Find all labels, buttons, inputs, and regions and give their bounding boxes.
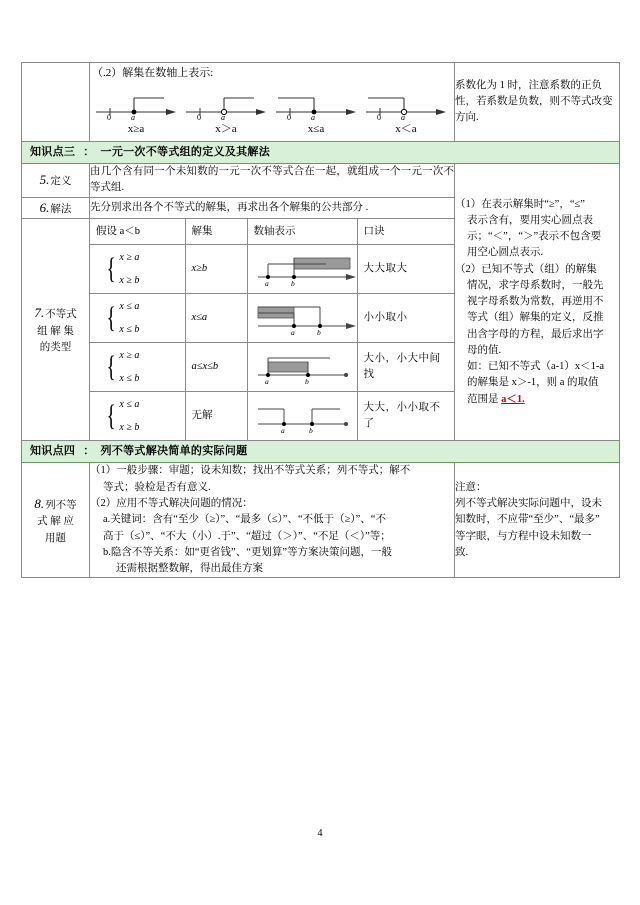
empty-label-cell: [22, 63, 90, 142]
system-line: x ≥ a: [119, 252, 140, 264]
type-row-ge-le: [90, 343, 455, 392]
numberline-x-lt-a: [364, 88, 448, 123]
svg-text:a: a: [290, 328, 295, 338]
row-label-applied: [22, 463, 90, 578]
section-header-3: [22, 142, 620, 164]
knowledge-summary-table: [21, 62, 620, 578]
applied-line: 等式；验检是否有意义.: [103, 481, 211, 493]
svg-text:a: a: [264, 279, 269, 289]
row-number: 8.: [34, 496, 45, 512]
mnemonic-cell: 小小取小: [357, 294, 455, 343]
solution-cell: x≥b: [185, 245, 247, 294]
header-numberline: 数轴表示: [247, 219, 357, 245]
numberline-x-ge-a: [94, 88, 178, 123]
brace-glyph: {: [106, 399, 116, 433]
system-line: x ≥ b: [119, 421, 140, 433]
numberline-block: [90, 63, 455, 142]
table-row-applied: [22, 463, 620, 578]
brace-glyph: {: [106, 301, 116, 335]
note-line: 的解集是 x＞-1，则 a 的取值: [467, 377, 599, 389]
solution-types-table: [90, 219, 455, 441]
section-3-title: 知识点三: [30, 146, 76, 159]
diagram-cell-le-le: [247, 294, 357, 343]
note-line: 等字眼，与方程中设未知数一: [455, 530, 592, 542]
note-title: 注意：: [455, 481, 487, 493]
row-label-line: 不等式: [45, 309, 77, 321]
svg-text:a: a: [131, 113, 135, 123]
row-label-text: 解法: [50, 203, 72, 215]
note-line: 视字母系数为常数，再逆用不: [467, 296, 604, 308]
diagram-cell-le-ge: [247, 392, 357, 441]
note-line: 等式（组）解集的定义，反推: [467, 312, 604, 324]
system-cell: [90, 294, 185, 343]
row-label-line: 列不等: [45, 500, 77, 512]
mnemonic-cell: 大大取大: [357, 245, 455, 294]
definition-content: 由几个含有同一个未知数的一元一次不等式合在一起，就组成一个一元一次不等式组.: [90, 164, 455, 198]
numberline-captions: [90, 120, 454, 141]
numberline-caption: x＜a: [395, 123, 417, 136]
svg-text:a: a: [311, 113, 315, 123]
system-line: x ≤ b: [119, 323, 140, 335]
section-3-colon: ：: [83, 146, 95, 159]
diagram-cell-ge-le: [247, 343, 357, 392]
row-label-definition: [22, 164, 90, 198]
note-line: 情况，求字母系数时，一般先: [467, 279, 604, 291]
type-row-le-le: [90, 294, 455, 343]
types-subtable-cell: [90, 218, 455, 441]
note-line: 母的值.: [467, 344, 502, 356]
applied-line: a.关键词：含有“至少（≥）”、“最多（≤）”、“不低于（≥）”、“不: [103, 514, 386, 526]
type-row-le-ge: [90, 392, 455, 441]
row-number: 6.: [39, 199, 50, 215]
system-cell: [90, 392, 185, 441]
system-line: x ≥ a: [119, 350, 140, 362]
svg-text:b: b: [308, 426, 313, 436]
applied-line: 高于（≤）”、“不大（小）.于”、“超过（＞）”、“不足（＜）”等；: [103, 530, 391, 542]
svg-text:a: a: [264, 377, 269, 387]
note-line: 如：已知不等式（a-1）x＜1-a: [467, 361, 605, 373]
note-line: 范围是: [467, 393, 502, 405]
note-line: 表示含有，要用实心圆点表: [467, 214, 593, 226]
brace-glyph: {: [106, 252, 116, 286]
row-label-text: 定义: [50, 176, 72, 188]
system-cell: [90, 343, 185, 392]
section-header-3-cell: [22, 142, 620, 164]
numberline-caption: x＞a: [215, 123, 237, 136]
note-line: 用空心圆点表示.: [467, 247, 544, 259]
svg-text:a: a: [401, 113, 405, 123]
note-line: 示；“＜”，“＞”表示不包含要: [467, 231, 602, 243]
numberline-x-gt-a: [184, 88, 268, 123]
note-line: （1）在表示解集时“≥”，“≤”: [455, 198, 585, 210]
header-assume: 假设 a＜b: [90, 219, 185, 245]
brace-glyph: {: [106, 350, 116, 384]
mnemonic-cell: 大大，小小取不了: [363, 402, 441, 430]
header-solution: 解集: [185, 219, 247, 245]
system-cell: [90, 245, 185, 294]
numberline-row: [90, 86, 454, 123]
note-line: 知数时，不应带“至少”、“最多”: [455, 514, 600, 526]
right-note-block-1: [455, 164, 620, 441]
page-number: 4: [317, 828, 323, 839]
system-line: x ≤ a: [119, 399, 140, 411]
svg-text:b: b: [316, 328, 321, 338]
section-header-4-cell: [22, 441, 620, 463]
note-text: 系数化为 1 时，注意系数的正负性，若系数是负数，则不等式改变方向.: [455, 79, 613, 124]
type-row-ge-ge: [90, 245, 455, 294]
table-row-numberline: [22, 63, 620, 142]
numberline-note: [455, 63, 620, 142]
diagram-cell-ge-ge: [247, 245, 357, 294]
section-4-colon: ：: [83, 445, 95, 458]
system-line: x ≥ b: [119, 274, 140, 286]
note-line: 致.: [455, 546, 469, 558]
row-label-method: [22, 197, 90, 218]
section-header-4: [22, 441, 620, 463]
applied-note: [455, 463, 620, 578]
svg-text:a: a: [221, 113, 225, 123]
svg-text:0: 0: [287, 113, 291, 123]
subtable-header-row: [90, 219, 455, 245]
note-line: 列不等式解决实际问题中，设未: [455, 498, 602, 510]
note-line: 出含字母的方程，最后求出字: [467, 328, 604, 340]
svg-text:0: 0: [377, 113, 381, 123]
solution-cell: 无解: [185, 392, 247, 441]
row-label-line: 的类型: [39, 341, 72, 353]
method-content: 先分别求出各个不等式的解集，再求出各个解集的公共部分 .: [90, 197, 455, 218]
applied-line: （2）应用不等式解决问题的情况：: [90, 498, 253, 510]
row-number: 5.: [39, 172, 50, 188]
solution-cell: x≤a: [185, 294, 247, 343]
table-row-definition: [22, 164, 620, 198]
svg-text:b: b: [304, 377, 309, 387]
section-4-text: 列不等式解决简单的实际问题: [100, 445, 248, 458]
row-label-line: 式 解 应: [37, 516, 74, 528]
numberline-caption: x≤a: [307, 123, 325, 136]
header-mnemonic: 口诀: [357, 219, 455, 245]
svg-text:b: b: [290, 279, 295, 289]
applied-line: 还需根据整数解，得出最佳方案: [116, 563, 263, 575]
section-3-text: 一元一次不等式组的定义及其解法: [100, 146, 271, 159]
section-4-title: 知识点四: [30, 445, 76, 458]
row-label-line: 用题: [45, 532, 66, 544]
applied-line: b.隐含不等关系：如“更省钱”、“更划算”等方案决策问题，一般: [103, 546, 393, 558]
svg-text:0: 0: [197, 113, 201, 123]
numberline-heading: （.2）解集在数轴上表示:: [92, 67, 214, 79]
solution-cell: a≤x≤b: [185, 343, 247, 392]
svg-text:a: a: [280, 426, 285, 436]
svg-text:0: 0: [107, 113, 111, 123]
numberline-x-le-a: [274, 88, 358, 123]
system-line: x ≤ a: [119, 301, 140, 313]
row-label-types: [22, 218, 90, 441]
mnemonic-cell: 大小，小大中间找: [357, 343, 455, 392]
row-label-line: 组 解 集: [37, 325, 74, 337]
answer-highlight: a＜1.: [501, 393, 525, 405]
numberline-caption: x≥a: [127, 123, 145, 136]
applied-content: [90, 463, 455, 578]
system-line: x ≤ b: [119, 372, 140, 384]
applied-line: （1）一般步骤：审题；设未知数；找出不等式关系；列不等式；解不: [90, 465, 411, 477]
note-line: （2）已知不等式（组）的解集: [455, 263, 597, 275]
row-number: 7.: [34, 305, 45, 321]
